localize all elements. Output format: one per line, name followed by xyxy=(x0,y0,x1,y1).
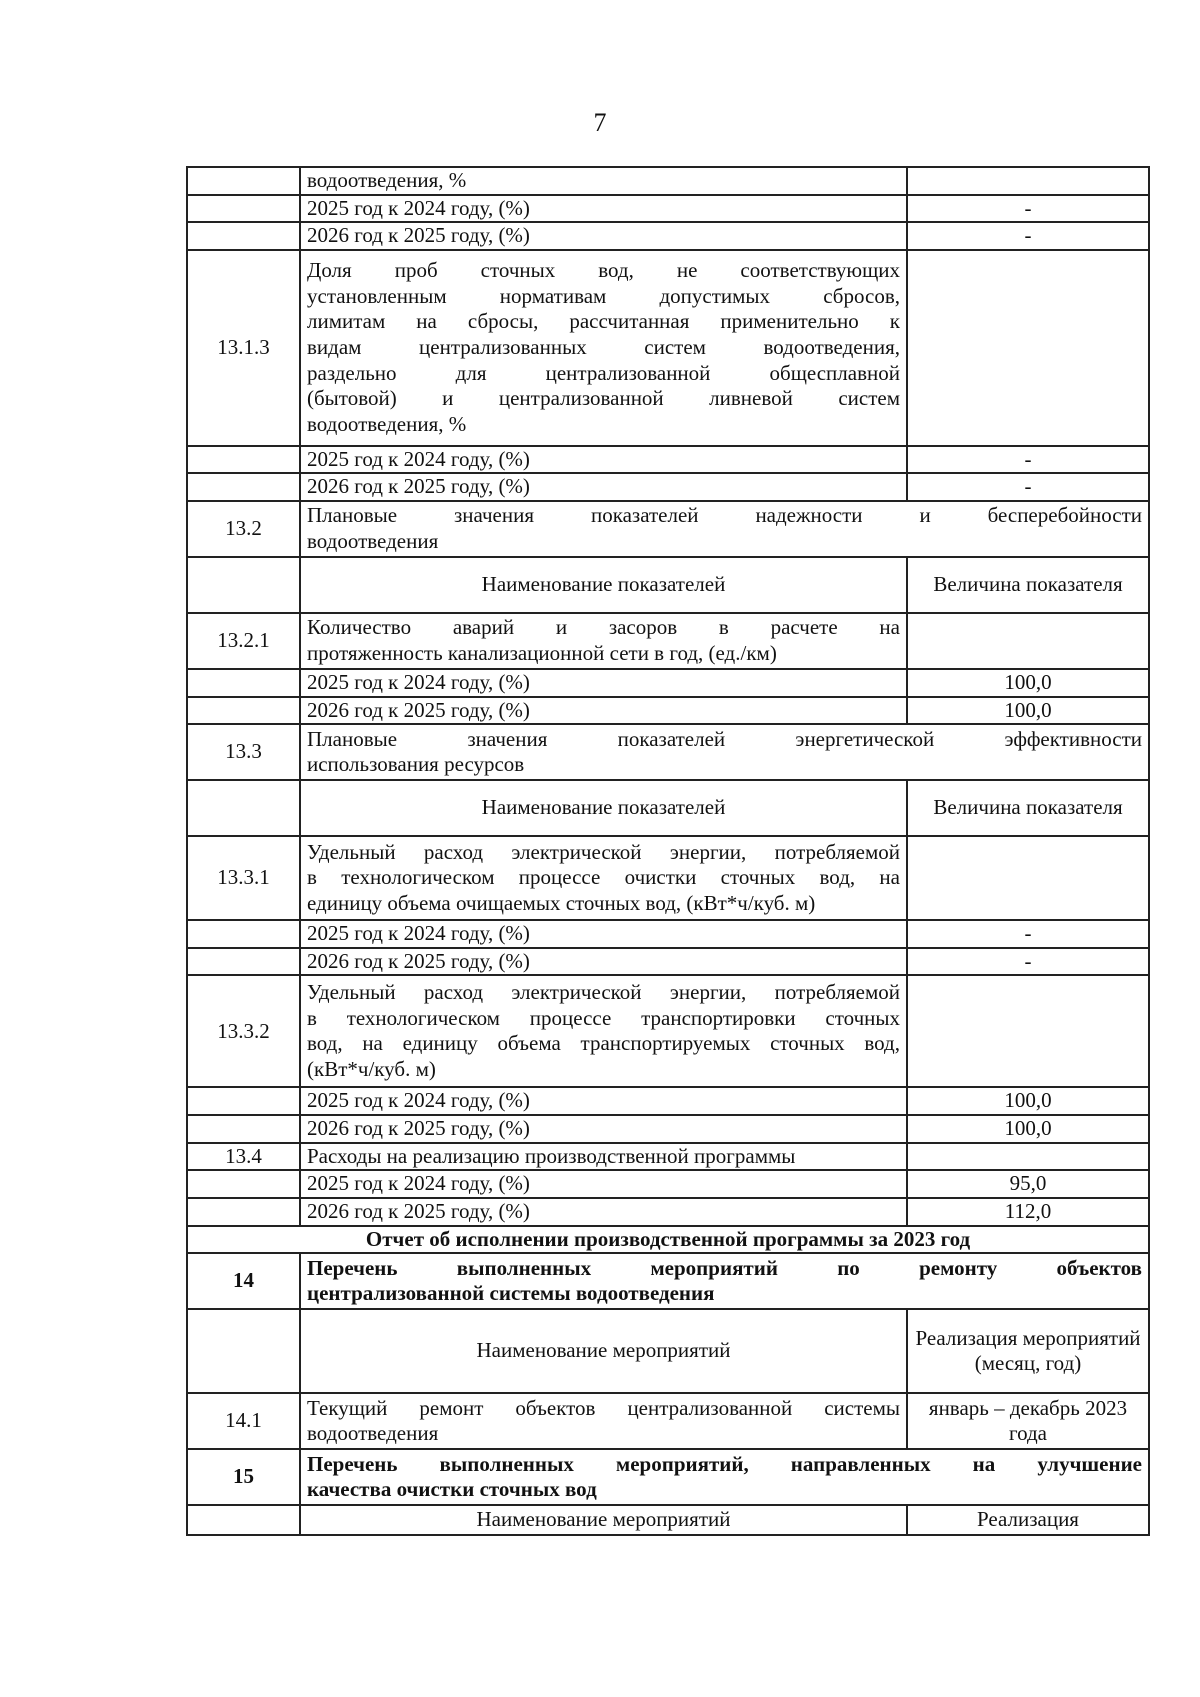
table-row xyxy=(187,1115,1149,1143)
row-number-cell xyxy=(187,1309,300,1393)
section-row-14 xyxy=(187,1253,1149,1309)
value-cell: 95,0 xyxy=(907,1170,1149,1198)
value-cell: - xyxy=(907,446,1149,474)
value-cell xyxy=(907,167,1149,195)
row-number-cell xyxy=(187,473,300,501)
table-row xyxy=(187,222,1149,250)
section-row-13-3 xyxy=(187,724,1149,780)
table-row xyxy=(187,948,1149,976)
text-line: видам централизованных систем водоотведения, xyxy=(307,335,900,360)
row-number-cell xyxy=(187,1198,300,1226)
section-row-13-3-2 xyxy=(187,975,1149,1087)
indicator-cell: 2025 год к 2024 году, (%) xyxy=(300,1087,907,1115)
text-line: в технологическом процессе транспортировки сточных xyxy=(307,1005,900,1030)
indicator-cell: 2025 год к 2024 году, (%) xyxy=(300,446,907,474)
value-cell: - xyxy=(907,920,1149,948)
indicator-cell: 2026 год к 2025 году, (%) xyxy=(300,948,907,976)
text-line: Доля проб сточных вод, не соответствующих xyxy=(307,258,900,283)
value-cell: 100,0 xyxy=(907,697,1149,725)
section-row-13-2-1 xyxy=(187,613,1149,669)
section-title xyxy=(300,724,1149,780)
row-number-cell xyxy=(187,780,300,836)
section-row-15 xyxy=(187,1449,1149,1505)
value-cell xyxy=(907,1143,1149,1171)
row-number-cell xyxy=(187,920,300,948)
header-row xyxy=(187,1505,1149,1535)
section-title xyxy=(300,1253,1149,1309)
row-number-cell xyxy=(187,697,300,725)
section-number: 13.3 xyxy=(187,724,300,780)
text-line: качества очистки сточных вод xyxy=(307,1477,597,1502)
text-line: вод, на единицу объема транспортируемых сточных вод, xyxy=(307,1031,900,1056)
table-row xyxy=(187,473,1149,501)
header-row xyxy=(187,780,1149,836)
value-cell: - xyxy=(907,473,1149,501)
value-cell: - xyxy=(907,222,1149,250)
column-header-value: Реализация мероприятий (месяц, год) xyxy=(907,1309,1149,1393)
indicator-description xyxy=(300,1393,907,1449)
row-number-cell xyxy=(187,1505,300,1535)
section-row-13-4 xyxy=(187,1143,1149,1171)
report-title-row xyxy=(187,1226,1149,1254)
section-row-13-3-1 xyxy=(187,836,1149,920)
value-cell: 112,0 xyxy=(907,1198,1149,1226)
row-number-cell xyxy=(187,1087,300,1115)
section-number: 15 xyxy=(187,1449,300,1505)
text-line: (бытовой) и централизованной ливневой систем xyxy=(307,386,900,411)
column-header-name: Наименование показателей xyxy=(300,557,907,613)
text-line: водоотведения xyxy=(307,1421,439,1446)
table-row xyxy=(187,1087,1149,1115)
indicator-cell: Расходы на реализацию производственной программы xyxy=(300,1143,907,1171)
text-line: использования ресурсов xyxy=(307,752,525,777)
section-number: 14 xyxy=(187,1253,300,1309)
section-number: 13.1.3 xyxy=(187,250,300,446)
column-header-name: Наименование показателей xyxy=(300,780,907,836)
row-number-cell xyxy=(187,1115,300,1143)
section-row-13-1-3 xyxy=(187,250,1149,446)
section-row-14-1 xyxy=(187,1393,1149,1449)
value-cell xyxy=(907,975,1149,1087)
indicator-cell: 2026 год к 2025 году, (%) xyxy=(300,222,907,250)
text-line: централизованной системы водоотведения xyxy=(307,1281,715,1306)
text-line: Удельный расход электрической энергии, потребляемой xyxy=(307,839,900,864)
table-row xyxy=(187,167,1149,195)
indicator-description xyxy=(300,250,907,446)
indicator-cell: водоотведения, % xyxy=(300,167,907,195)
section-row-13-2 xyxy=(187,501,1149,557)
row-number-cell xyxy=(187,446,300,474)
table-row xyxy=(187,195,1149,223)
value-cell xyxy=(907,836,1149,920)
text-line: в технологическом процессе очистки сточных вод, на xyxy=(307,865,900,890)
text-line: Плановые значения показателей надежности и бесперебойности xyxy=(307,503,1142,528)
section-number: 13.4 xyxy=(187,1143,300,1171)
section-number: 13.3.2 xyxy=(187,975,300,1087)
row-number-cell xyxy=(187,1170,300,1198)
row-number-cell xyxy=(187,167,300,195)
section-number: 13.2.1 xyxy=(187,613,300,669)
text-line: Количество аварий и засоров в расчете на xyxy=(307,615,900,640)
section-number: 13.3.1 xyxy=(187,836,300,920)
section-title xyxy=(300,501,1149,557)
section-number: 14.1 xyxy=(187,1393,300,1449)
row-number-cell xyxy=(187,557,300,613)
row-number-cell xyxy=(187,669,300,697)
value-cell: январь – декабрь 2023 года xyxy=(907,1393,1149,1449)
indicators-table xyxy=(186,166,1150,1536)
text-line: установленным нормативам допустимых сбросов, xyxy=(307,283,900,308)
indicator-cell: 2026 год к 2025 году, (%) xyxy=(300,473,907,501)
text-line: Перечень выполненных мероприятий по ремонту объектов xyxy=(307,1255,1142,1280)
column-header-name: Наименование мероприятий xyxy=(300,1309,907,1393)
value-cell: 100,0 xyxy=(907,1115,1149,1143)
section-number: 13.2 xyxy=(187,501,300,557)
table-row xyxy=(187,697,1149,725)
text-line: единицу объема очищаемых сточных вод, (кВт*ч/куб. м) xyxy=(307,891,816,916)
indicator-description xyxy=(300,975,907,1087)
indicator-description xyxy=(300,836,907,920)
column-header-value: Величина показателя xyxy=(907,780,1149,836)
indicator-cell: 2025 год к 2024 году, (%) xyxy=(300,669,907,697)
text-line: водоотведения, % xyxy=(307,411,467,436)
section-title xyxy=(300,1449,1149,1505)
row-number-cell xyxy=(187,948,300,976)
value-cell: 100,0 xyxy=(907,1087,1149,1115)
indicator-cell: 2025 год к 2024 году, (%) xyxy=(300,920,907,948)
text-line: (кВт*ч/куб. м) xyxy=(307,1057,436,1082)
row-number-cell xyxy=(187,222,300,250)
value-cell xyxy=(907,613,1149,669)
column-header-value: Реализация xyxy=(907,1505,1149,1535)
text-line: Удельный расход электрической энергии, потребляемой xyxy=(307,980,900,1005)
indicator-cell: 2026 год к 2025 году, (%) xyxy=(300,1115,907,1143)
indicator-cell: 2025 год к 2024 году, (%) xyxy=(300,195,907,223)
column-header-value: Величина показателя xyxy=(907,557,1149,613)
table-row xyxy=(187,446,1149,474)
header-row xyxy=(187,1309,1149,1393)
text-line: раздельно для централизованной общесплавной xyxy=(307,360,900,385)
value-cell xyxy=(907,250,1149,446)
value-cell: - xyxy=(907,195,1149,223)
table-row xyxy=(187,1198,1149,1226)
value-cell: 100,0 xyxy=(907,669,1149,697)
indicator-cell: 2026 год к 2025 году, (%) xyxy=(300,697,907,725)
table-row xyxy=(187,669,1149,697)
column-header-name: Наименование мероприятий xyxy=(300,1505,907,1535)
row-number-cell xyxy=(187,195,300,223)
text-line: водоотведения xyxy=(307,529,439,554)
text-line: лимитам на сбросы, рассчитанная применительно к xyxy=(307,309,900,334)
table-row xyxy=(187,1170,1149,1198)
text-line: Перечень выполненных мероприятий, направленных на улучшение xyxy=(307,1451,1142,1476)
text-line: Плановые значения показателей энергетической эффективности xyxy=(307,726,1142,751)
indicator-cell: 2025 год к 2024 году, (%) xyxy=(300,1170,907,1198)
report-title: Отчет об исполнении производственной программы за 2023 год xyxy=(187,1226,1149,1254)
page-number: 7 xyxy=(593,108,607,137)
header-row xyxy=(187,557,1149,613)
value-cell: - xyxy=(907,948,1149,976)
text-line: Текущий ремонт объектов централизованной системы xyxy=(307,1395,900,1420)
indicator-description xyxy=(300,613,907,669)
table-row xyxy=(187,920,1149,948)
text-line: протяженность канализационной сети в год, (ед./км) xyxy=(307,641,777,666)
indicator-cell: 2026 год к 2025 году, (%) xyxy=(300,1198,907,1226)
